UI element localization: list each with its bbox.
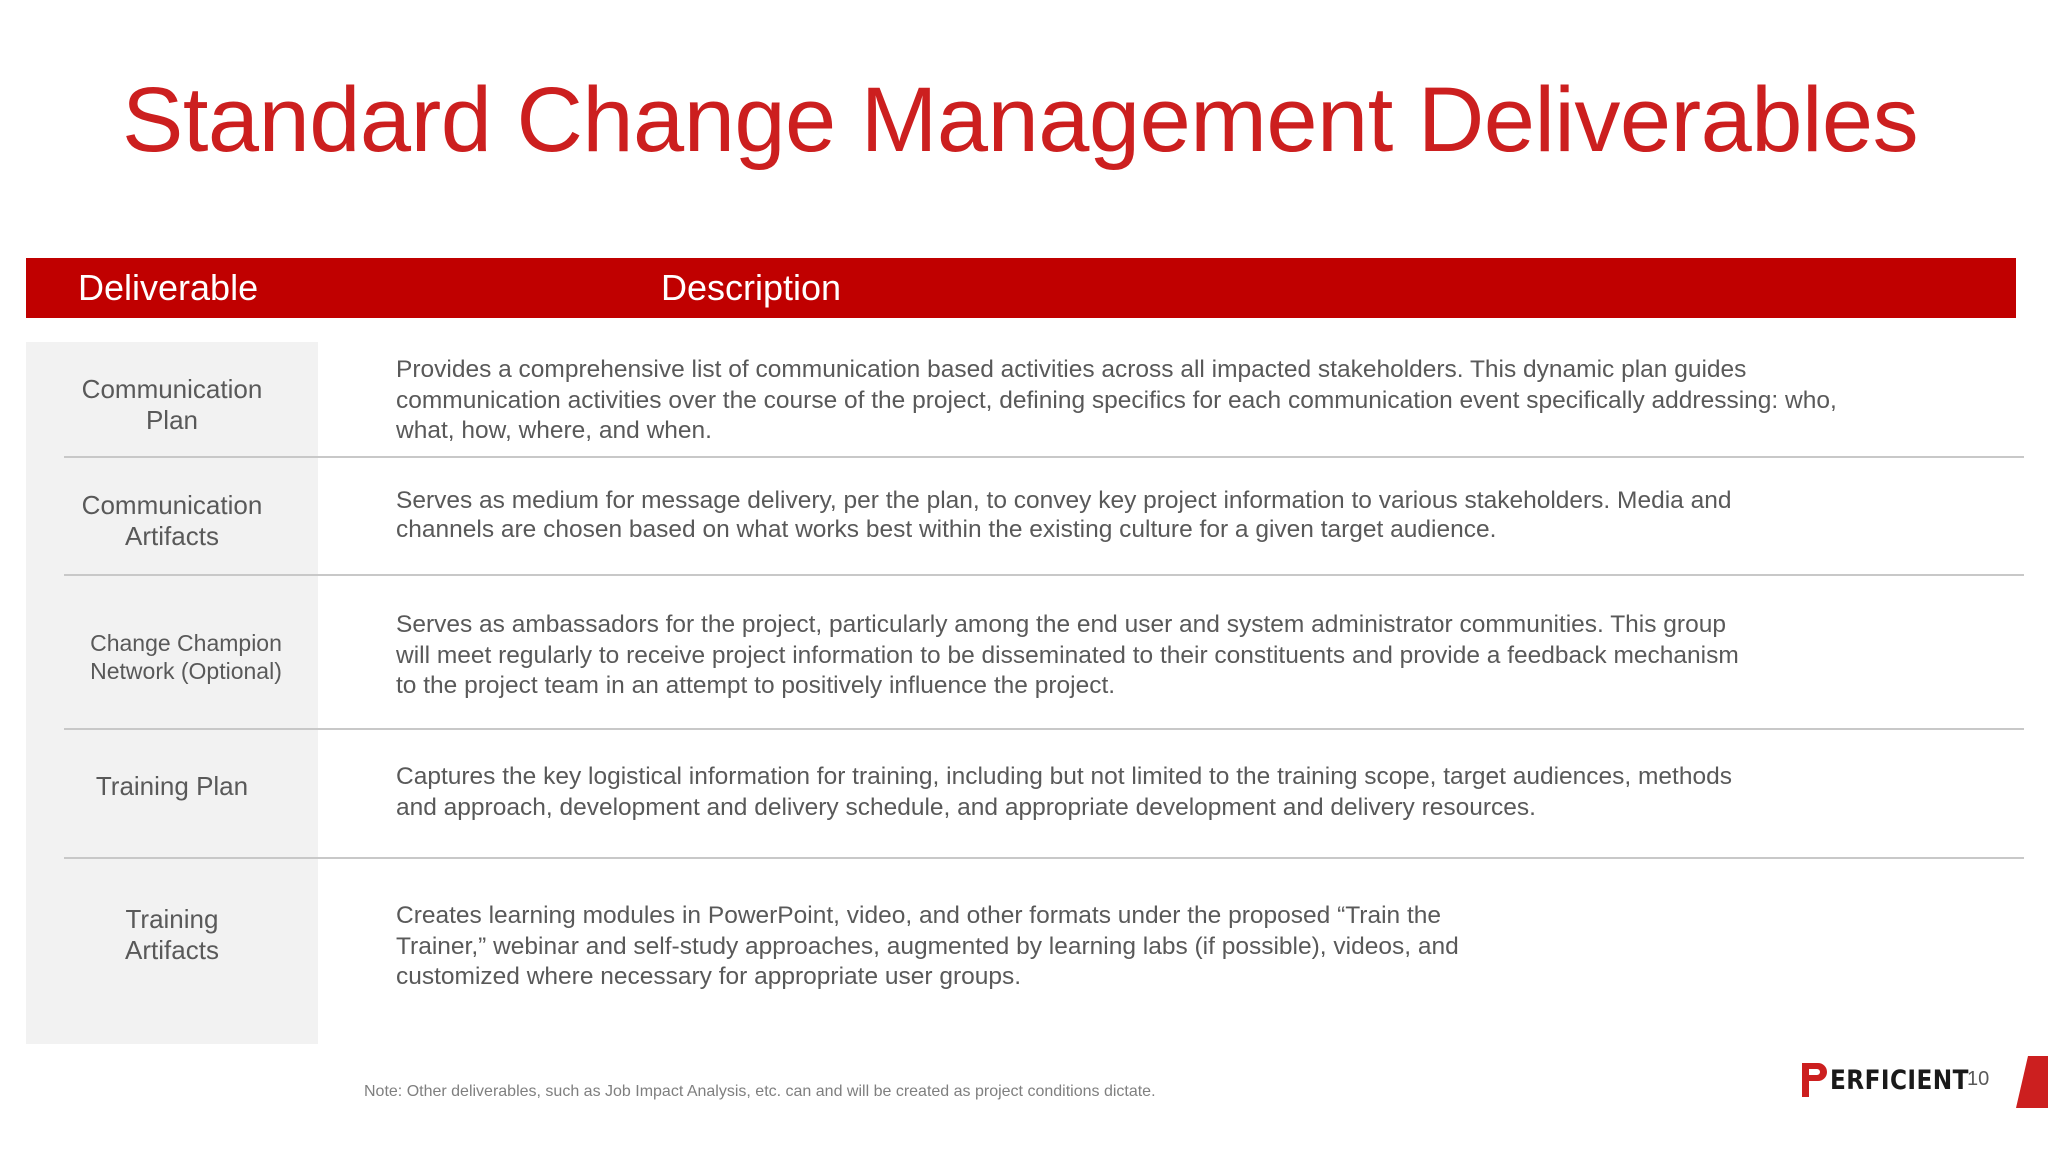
description-line: Provides a comprehensive list of communication based activities across all impacted stakeholders. This dynamic plan guides [396,356,1747,383]
deliverable-name-line: Communication [81,374,263,404]
deliverable-name-line: Artifacts [125,521,219,551]
description-line: Creates learning modules in PowerPoint, video, and other formats under the proposed “Train the [396,902,1442,929]
row-divider [64,857,2024,859]
deliverable-name-line: Plan [145,405,199,435]
footnote: Note: Other deliverables, such as Job Impact Analysis, etc. can and will be created as project conditions dictate. [364,1083,1156,1100]
deliverable-name [26,900,318,970]
corner-accent-shape [2016,1056,2048,1108]
description-line: customized where necessary for appropriate user groups. [396,963,1022,990]
slide-title: Standard Change Management Deliverables [122,69,1919,171]
deliverable-name [26,486,318,556]
deliverable-name [40,625,332,689]
header-description: Description [661,267,842,308]
description-line: Captures the key logistical information for training, including but not limited to the training scope, target audiences, methods [396,763,1732,790]
description-line: communication activities over the course of the project, defining specifics for each communication event specifically addressing: who, [396,386,1837,414]
row-divider [64,728,2024,730]
deliverable-name-line: Training [125,904,219,934]
row-divider [64,456,2024,458]
page-number: 10 [1967,1068,1990,1090]
description-line: Trainer,” webinar and self-study approaches, augmented by learning labs (if possible), videos, and [396,932,1459,960]
deliverable-name-line: Communication [81,490,263,520]
header-deliverable: Deliverable [78,267,259,308]
logo-text: ERFICIENT [1830,1064,1969,1096]
deliverable-description [396,762,1966,823]
table-header [26,258,2016,318]
deliverable-name-line: Artifacts [125,935,219,965]
deliverable-description [396,355,1966,447]
description-line: Serves as medium for message delivery, per the plan, to convey key project information to various stakeholders. Media and [396,487,1732,514]
deliverable-description [396,901,1966,993]
description-line: and approach, development and delivery schedule, and appropriate development and delivery resources. [396,793,1536,821]
deliverable-description [396,610,1966,702]
description-line: to the project team in an attempt to positively influence the project. [396,672,1116,699]
description-line: will meet regularly to receive project information to be disseminated to their constituents and provide a feedback mechanism [396,641,1739,669]
deliverable-name [26,370,318,440]
logo-p-icon [1802,1063,1828,1097]
description-line: what, how, where, and when. [396,417,712,444]
deliverable-name [26,768,318,804]
perficient-logo [1802,1062,1992,1098]
row-divider [64,574,2024,576]
deliverable-name-line: Training Plan [95,770,249,801]
deliverable-description [396,486,1966,544]
description-line: channels are chosen based on what works best within the existing culture for a given target audience. [396,516,1497,543]
deliverable-name-line: Change Champion [90,630,282,656]
description-line: Serves as ambassadors for the project, particularly among the end user and system administrator communities. This group [396,611,1726,638]
deliverable-name-line: Network (Optional) [90,658,282,684]
